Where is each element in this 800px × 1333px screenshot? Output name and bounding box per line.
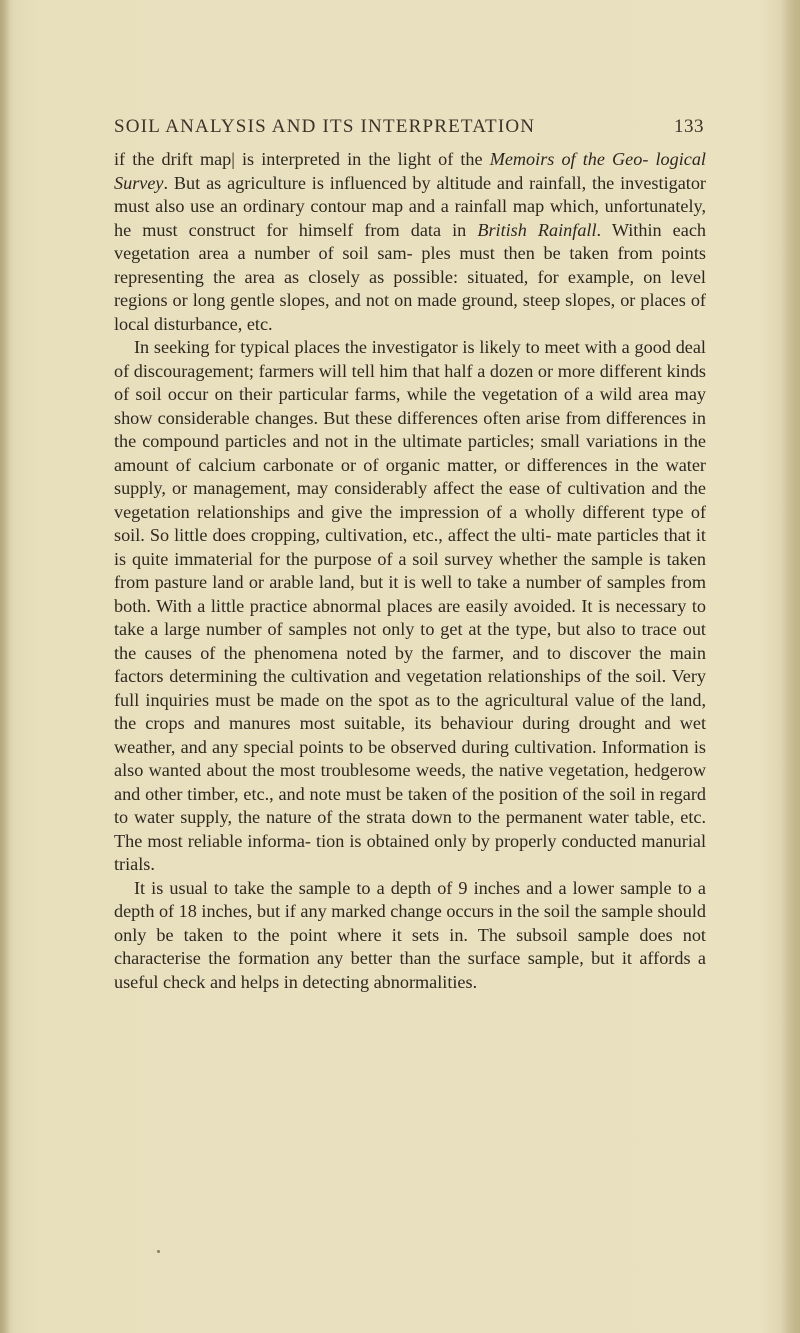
paragraph-1-text-b: . But as agriculture is influenced by altitude and rainfall, the investigator must also use an ordinary contour map and a rainfall map which, unfortunately, he must construct for himself from data in <box>114 172 706 240</box>
running-head <box>114 116 704 138</box>
page-right-edge-shadow <box>780 0 800 1333</box>
paragraph-1 <box>114 148 706 336</box>
paragraph-1-text-a: if the drift map| is interpreted in the light of the <box>114 149 490 169</box>
page-left-edge-shadow <box>0 0 10 1333</box>
paragraph-1-italic-british-rainfall: British Rainfall <box>477 219 597 240</box>
paragraph-2: In seeking for typical places the investigator is likely to meet with a good deal of discouragement; farmers will tell him that half a dozen or more different kinds of soil occur on their particular farms, while the vegetation of a wild area may show considerable changes. But these differences often arise from differences in the compound particles and not in the ultimate particles; small variations in the amount of calcium carbonate or of organic matter, or differences in the water supply, or management, may considerably affect the ease of cultivation and the vegetation relationships and give the impression of a wholly different type of soil. So little does cropping, cultivation, etc., affect the ulti- mate particles that it is quite immaterial for the purpose of a soil survey whether the sample is taken from pasture land or arable land, but it is well to take a number of samples from both. With a little practice abnormal places are easily avoided. It is necessary to take a large number of samples not only to get at the type, but also to trace out the causes of the phenomena noted by the farmer, and to discover the main factors determining the cultivation and vegetation relationships of the soil. Very full inquiries must be made on the spot as to the agricultural value of the land, the crops and manures most suitable, its behaviour during drought and wet weather, and any special points to be observed during cultivation. Information is also wanted about the most troublesome weeds, the native vegetation, hedgerow and other timber, etc., and note must be taken of the position of the soil in regard to water supply, the nature of the strata down to the permanent water table, etc. The most reliable informa- tion is obtained only by properly conducted manurial trials. <box>114 337 706 874</box>
paragraph-1-text-c: . Within each vegetation area a number of soil sam- ples must then be taken from points representing the area as closely as possible: situated, for example, on level regions or long gentle slopes, and not on made ground, steep slopes, or places of local disturbance, etc. <box>114 219 706 334</box>
paragraph-3: It is usual to take the sample to a depth of 9 inches and a lower sample to a depth of 18 inches, but if any marked change occurs in the soil the sample should only be taken to the point where it sets in. The subsoil sample does not characterise the formation any better than the surface sample, but it affords a useful check and helps in detecting abnormalities. <box>114 877 706 992</box>
page-number: 133 <box>674 116 704 137</box>
paragraph-1-italic-memoirs: Memoirs of the Geo- logical Survey <box>114 149 706 193</box>
paper-speck <box>157 1250 160 1253</box>
body-text <box>114 148 706 994</box>
running-head-title: SOIL ANALYSIS AND ITS INTERPRETATION <box>114 116 536 137</box>
